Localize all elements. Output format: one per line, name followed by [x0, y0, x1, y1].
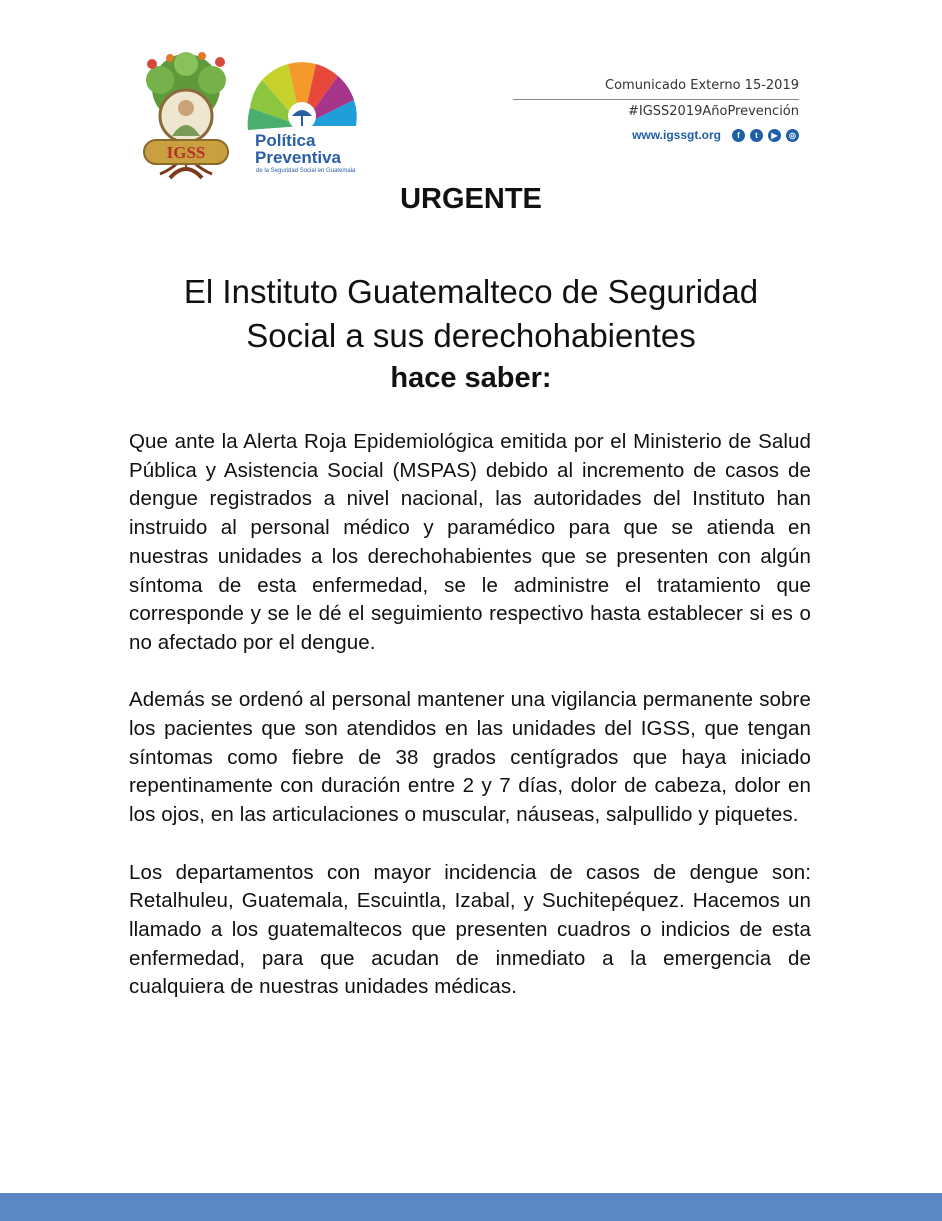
footer-bar: [0, 1193, 942, 1221]
social-links: [632, 128, 799, 142]
twitter-icon[interactable]: t: [750, 129, 763, 142]
headline-line-2: Social a sus derechohabientes: [246, 317, 696, 354]
document-body: [129, 428, 811, 1031]
document-headline: [0, 270, 942, 398]
facebook-icon[interactable]: f: [732, 129, 745, 142]
youtube-icon[interactable]: ▶: [768, 129, 781, 142]
header-divider: [513, 99, 799, 100]
communique-number: Comunicado Externo 15-2019: [605, 78, 799, 93]
paragraph-1: Que ante la Alerta Roja Epidemiológica emitida por el Ministerio de Salud Pública y Asistencia Social (MSPAS) debido al incremento de casos de dengue registrados a nivel nacional, las autoridades del Instituto han instruido al personal médico y paramédico para que se atienda en nuestras unidades a los derechohabientes que se presenten con algún síntoma de esta enfermedad, se le administre el tratamiento que corresponde y se le dé el seguimiento respectivo hasta establecer si es o no afectado por el dengue.: [129, 430, 811, 654]
website-link[interactable]: www.igssgt.org: [632, 128, 721, 142]
igss-logo-text: IGSS: [166, 143, 206, 162]
headline-line-3: hace saber:: [390, 362, 552, 394]
urgente-heading: URGENTE: [400, 183, 542, 215]
communique-header: [605, 78, 799, 93]
paragraph-2: Además se ordenó al personal mantener una vigilancia permanente sobre los pacientes que son atendidos en las unidades del IGSS, que tengan síntomas como fiebre de 38 grados centígrados que haya iniciado repentinamente con duración entre 2 y 7 días, dolor de cabeza, dolor en los ojos, en las articulaciones o muscular, náuseas, salpullido y piquetes.: [129, 688, 811, 827]
instagram-icon[interactable]: ◎: [786, 129, 799, 142]
headline-line-1: El Instituto Guatemalteco de Seguridad: [183, 273, 759, 310]
politica-preventiva-title: Política Preventiva: [255, 131, 341, 167]
politica-preventiva-subtitle: de la Seguridad Social en Guatemala: [256, 168, 356, 174]
campaign-hashtag: #IGSS2019AñoPrevención: [627, 104, 799, 119]
paragraph-3: Los departamentos con mayor incidencia de casos de dengue son: Retalhuleu, Guatemala, Escuintla, Izabal, y Suchitepéquez. Hacemos un llamado a los guatemaltecos que presenten cuadros o indicios de esta enfermedad, para que acudan de inmediato a la emergencia de cualquiera de nuestras unidades médicas.: [129, 860, 811, 999]
igss-logo: [130, 50, 242, 185]
